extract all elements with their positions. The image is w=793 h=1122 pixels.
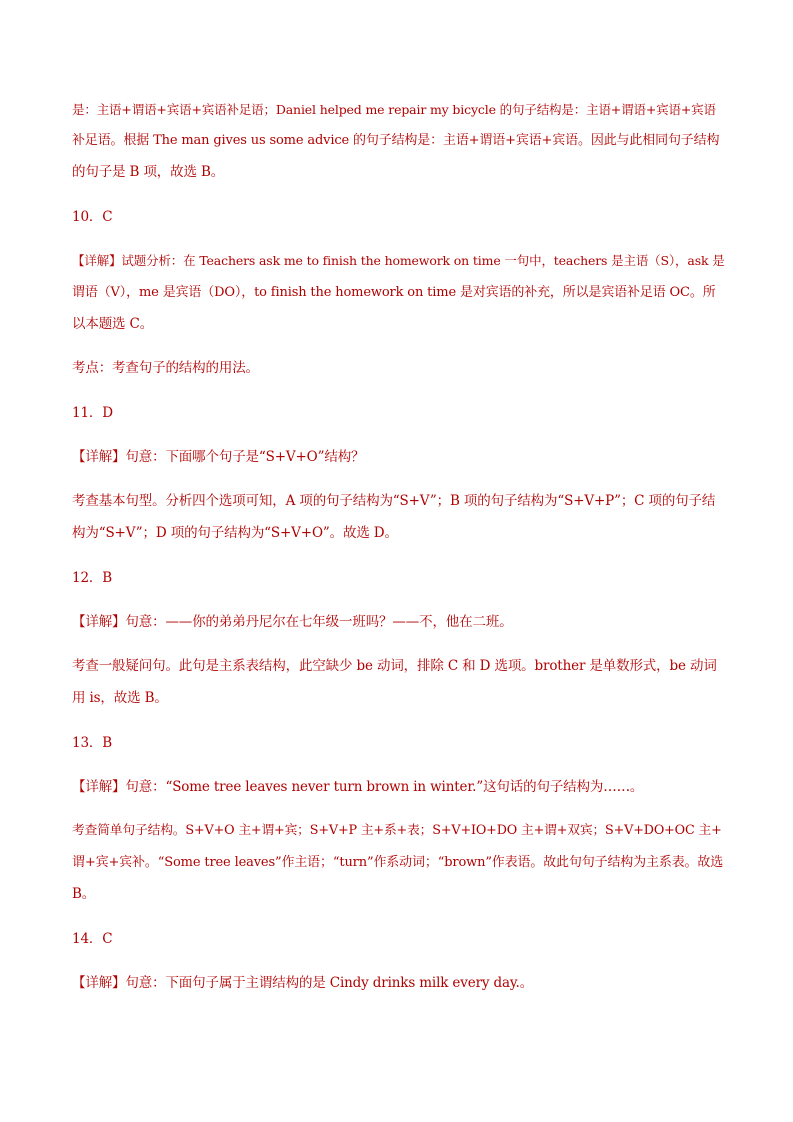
q12-detail: 【详解】句意：——你的弟弟丹尼尔在七年级一班吗？——不，他在二班。 <box>72 614 513 630</box>
q11-analysis-line-2: 构为“S+V”；D 项的句子结构为“S+V+O”。故选 D。 <box>72 525 398 541</box>
q13-analysis-line-2: 谓+宾+宾补。“Some tree leaves”作主语；“turn”作系动词；“brown”作表语。故此句句子结构为主系表。故选 <box>72 855 724 870</box>
q10-answer: 10．C <box>72 209 113 225</box>
q11-answer: 11．D <box>72 405 113 421</box>
q14-detail: 【详解】句意：下面句子属于主谓结构的是 Cindy drinks milk every day.。 <box>72 975 534 991</box>
q11-detail: 【详解】句意：下面哪个句子是“S+V+O”结构？ <box>72 449 365 465</box>
q10-kaodian: 考点：考查句子的结构的用法。 <box>72 360 259 376</box>
q10-detail-line-3: 以本题选 C。 <box>72 316 154 332</box>
q14-answer: 14．C <box>72 931 113 947</box>
q12-analysis-line-2: 用 is，故选 B。 <box>72 690 168 706</box>
q12-answer: 12．B <box>72 570 112 586</box>
q9-explanation-line-3: 的句子是 B 项，故选 B。 <box>72 164 225 180</box>
q9-explanation-line-2: 补足语。根据 The man gives us some advice 的句子结构是：主语+谓语+宾语+宾语。因此与此相同句子结构 <box>72 133 720 148</box>
q9-explanation-line-1: 是：主语+谓语+宾语+宾语补足语；Daniel helped me repair my bicycle 的句子结构是：主语+谓语+宾语+宾语 <box>72 102 716 117</box>
q10-detail-line-2: 谓语（V），me 是宾语（DO），to finish the homework on time 是对宾语的补充，所以是宾语补足语 OC。所 <box>72 285 716 300</box>
q13-answer: 13．B <box>72 735 112 751</box>
q13-detail: 【详解】句意：“Some tree leaves never turn brown in winter.”这句话的句子结构为……。 <box>72 779 644 795</box>
q13-analysis-line-1: 考查简单句子结构。S+V+O 主+谓+宾；S+V+P 主+系+表；S+V+IO+DO 主+谓+双宾；S+V+DO+OC 主+ <box>72 823 722 838</box>
q13-analysis-line-3: B。 <box>72 886 96 902</box>
q11-analysis-line-1: 考查基本句型。分析四个选项可知，A 项的句子结构为“S+V”；B 项的句子结构为“S+V+P”；C 项的句子结 <box>72 493 716 509</box>
q10-detail-line-1: 【详解】试题分析：在 Teachers ask me to finish the homework on time 一句中，teachers 是主语（S），ask 是 <box>72 253 725 268</box>
q12-analysis-line-1: 考查一般疑问句。此句是主系表结构，此空缺少 be 动词，排除 C 和 D 选项。brother 是单数形式，be 动词 <box>72 658 717 674</box>
